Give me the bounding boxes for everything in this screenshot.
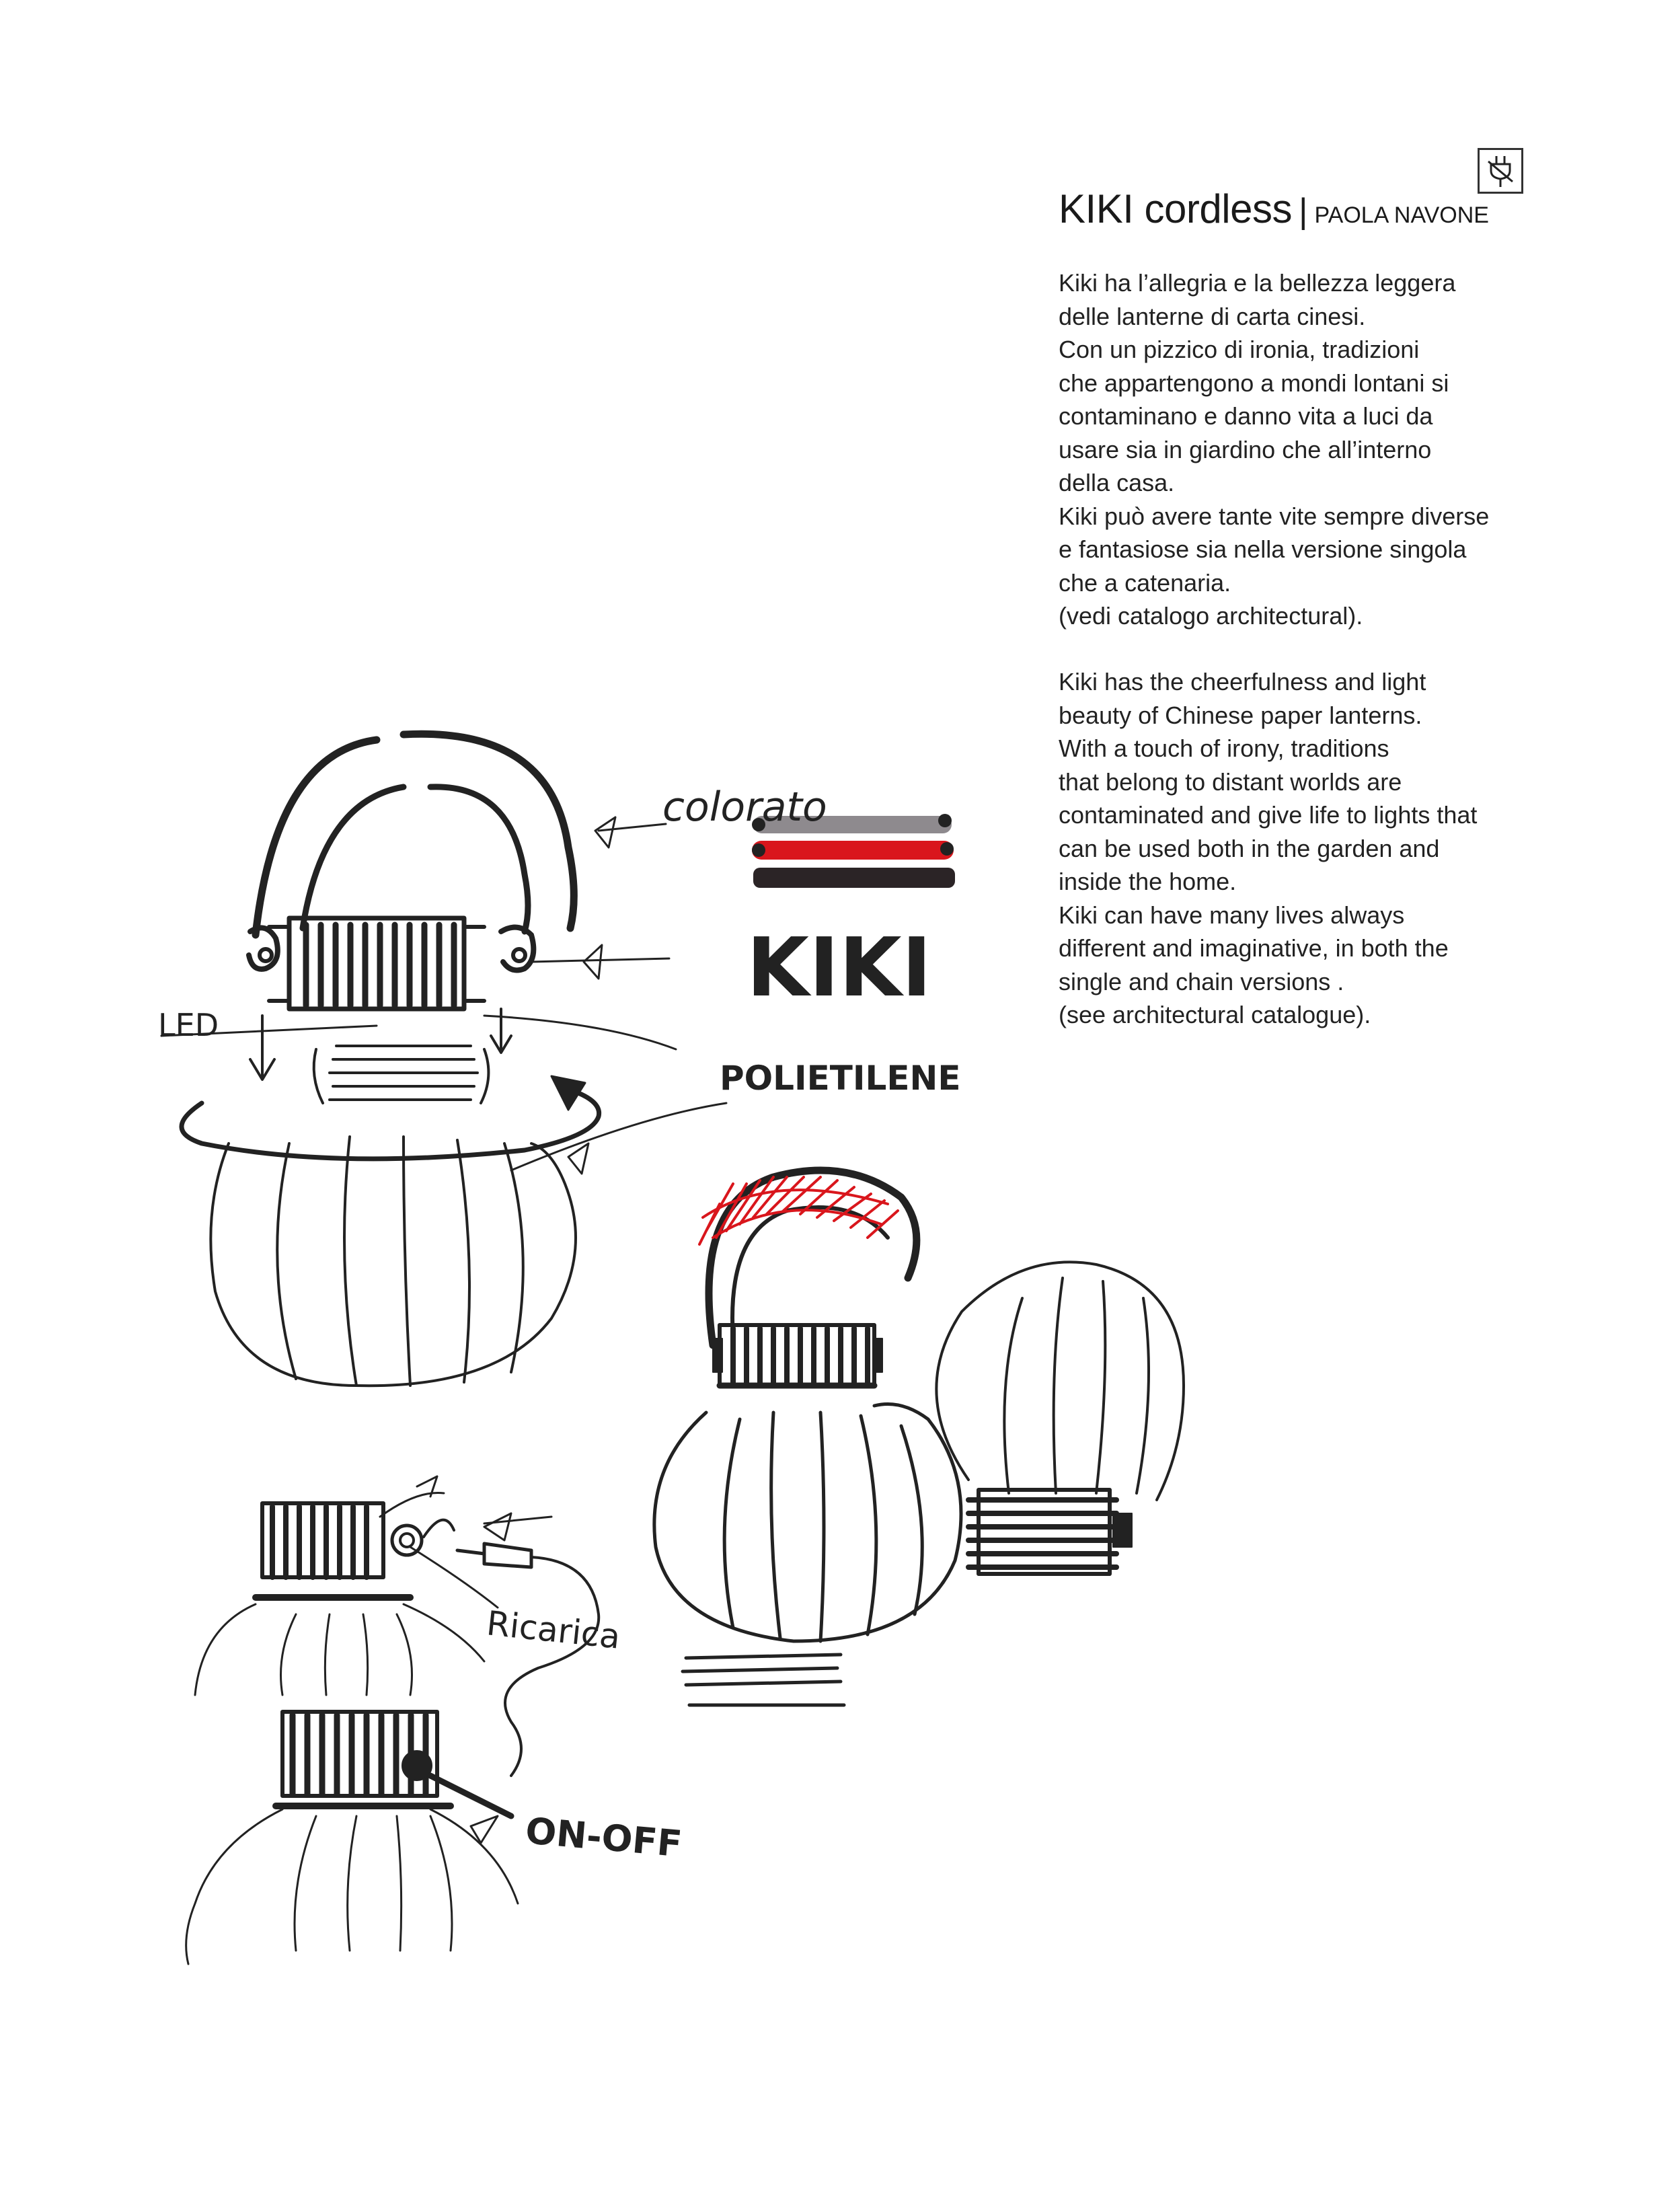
label-on-off: ON-OFF: [523, 1809, 684, 1866]
text-line: e fantasiose sia nella versione singola: [1059, 535, 1467, 563]
text-line: (vedi catalogo architectural).: [1059, 602, 1363, 630]
text-line: Con un pizzico di ironia, tradizioni: [1059, 336, 1420, 363]
text-line: With a touch of irony, traditions: [1059, 734, 1389, 762]
text-line: different and imaginative, in both the: [1059, 934, 1449, 962]
text-line: single and chain versions .: [1059, 967, 1344, 995]
label-ricarica: Ricarica: [484, 1604, 623, 1657]
text-line: inside the home.: [1059, 868, 1237, 895]
text-line: (see architectural catalogue).: [1059, 1001, 1371, 1028]
lantern-inverted: [936, 1262, 1184, 1574]
text-line: contaminated and give life to lights that: [1059, 801, 1478, 829]
text-line: Kiki può avere tante vite sempre diverse: [1059, 502, 1490, 530]
text-line: that belong to distant worlds are: [1059, 767, 1402, 796]
text-line: contaminano e danno vita a luci da: [1059, 402, 1433, 430]
text-line: Kiki can have many lives always: [1059, 901, 1405, 929]
text-line: Kiki ha l’allegria e la bellezza leggera: [1059, 269, 1456, 297]
color-swatches: [484, 817, 726, 1174]
text-line: della casa.: [1059, 469, 1175, 496]
text-line: delle lanterne di carta cinesi.: [1059, 302, 1366, 330]
label-polietilene: POLIETILENE: [720, 1059, 961, 1098]
text-line: can be used both in the garden and: [1059, 834, 1440, 862]
swatch-dark: [753, 868, 955, 888]
designer-name: PAOLA NAVONE: [1314, 202, 1489, 228]
title-separator: |: [1298, 192, 1308, 231]
text-line: beauty of Chinese paper lanterns.: [1059, 701, 1422, 729]
lantern-red-handle: [654, 1170, 961, 1705]
label-kiki: KIKI: [747, 921, 932, 1015]
text-line: che a catenaria.: [1059, 568, 1231, 597]
text-line: Kiki has the cheerfulness and light: [1059, 668, 1426, 695]
lantern-exploded-view: [161, 734, 599, 1386]
swatch-red: [752, 841, 954, 860]
label-colorato: colorato: [662, 784, 827, 831]
lantern-on-off: [186, 1712, 518, 1964]
product-title: KIKI cordless: [1059, 186, 1292, 231]
label-led: LED: [158, 1007, 219, 1043]
text-line: usare sia in giardino che all’interno: [1059, 435, 1432, 463]
text-line: che appartengono a mondi lontani si: [1059, 369, 1449, 397]
